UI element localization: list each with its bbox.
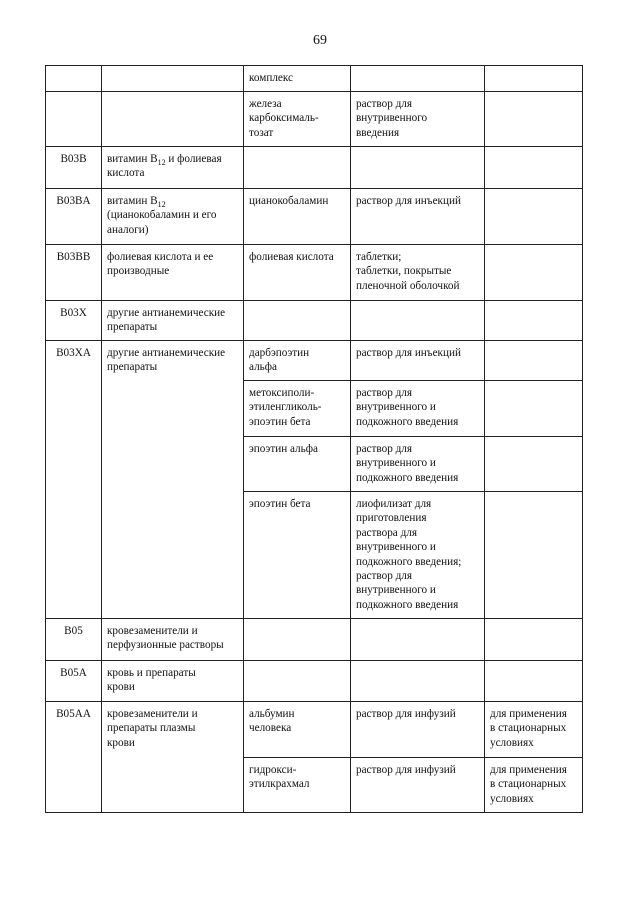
- table-row: [46, 189, 583, 245]
- form-cell: раствор для инъекций: [351, 341, 485, 381]
- note-cell: [485, 381, 583, 437]
- inn-cell: цианокобаламин: [244, 189, 351, 245]
- form-cell: раствор для внутривенного и подкожного введения: [351, 381, 485, 437]
- atc-code-cell: B03B: [46, 147, 102, 189]
- group-cell: [102, 92, 244, 147]
- note-cell: [485, 147, 583, 189]
- note-cell: [485, 245, 583, 301]
- group-cell: кровь и препараты крови: [102, 661, 244, 702]
- atc-code-cell: B05A: [46, 661, 102, 702]
- table-row: [46, 619, 583, 661]
- form-cell: [351, 619, 485, 661]
- atc-code-cell: B05AA: [46, 702, 102, 813]
- group-cell: другие антианемические препараты: [102, 301, 244, 341]
- form-cell: таблетки; таблетки, покрытые пленочной оболочкой: [351, 245, 485, 301]
- form-cell: лиофилизат для приготовления раствора для внутривенного и подкожного введения; раствор для внутривенного и подкожного введения: [351, 492, 485, 619]
- form-cell: [351, 661, 485, 702]
- page-number: 69: [313, 33, 327, 48]
- table-row: [46, 301, 583, 341]
- inn-cell: железа карбоксималь- тозат: [244, 92, 351, 147]
- inn-cell: альбумин человека: [244, 702, 351, 758]
- group-cell: другие антианемические препараты: [102, 341, 244, 619]
- group-cell: [102, 66, 244, 92]
- note-cell: [485, 341, 583, 381]
- table-row: [46, 245, 583, 301]
- group-cell: кровезаменители и перфузионные растворы: [102, 619, 244, 661]
- note-cell: для применения в стационарных условиях: [485, 702, 583, 758]
- atc-code-cell: B03BB: [46, 245, 102, 301]
- inn-cell: [244, 661, 351, 702]
- group-cell: фолиевая кислота и ее производные: [102, 245, 244, 301]
- form-cell: [351, 301, 485, 341]
- group-cell: витамин $B_{12}$ (цианокобаламин и его аналоги): [102, 189, 244, 245]
- note-cell: [485, 661, 583, 702]
- inn-cell: [244, 147, 351, 189]
- inn-cell: комплекс: [244, 66, 351, 92]
- group-cell: витамин $B_{12}$ и фолиевая кислота: [102, 147, 244, 189]
- table-row: [46, 66, 583, 92]
- note-cell: [485, 437, 583, 492]
- note-cell: [485, 189, 583, 245]
- inn-cell: метоксиполи- этиленгликоль- эпоэтин бета: [244, 381, 351, 437]
- form-cell: [351, 147, 485, 189]
- atc-code-cell: B03BA: [46, 189, 102, 245]
- drug-list-table: [45, 65, 583, 813]
- form-cell: [351, 66, 485, 92]
- note-cell: [485, 92, 583, 147]
- inn-cell: эпоэтин альфа: [244, 437, 351, 492]
- inn-cell: гидрокси- этилкрахмал: [244, 758, 351, 813]
- form-cell: раствор для инфузий: [351, 758, 485, 813]
- inn-cell: эпоэтин бета: [244, 492, 351, 619]
- table-row: [46, 147, 583, 189]
- form-cell: раствор для инъекций: [351, 189, 485, 245]
- note-cell: [485, 301, 583, 341]
- form-cell: раствор для внутривенного введения: [351, 92, 485, 147]
- note-cell: [485, 492, 583, 619]
- inn-cell: [244, 619, 351, 661]
- table-row: [46, 702, 583, 758]
- table-row: [46, 92, 583, 147]
- inn-cell: [244, 301, 351, 341]
- note-cell: для применения в стационарных условиях: [485, 758, 583, 813]
- atc-code-cell: [46, 92, 102, 147]
- group-cell: кровезаменители и препараты плазмы крови: [102, 702, 244, 813]
- inn-cell: дарбэпоэтин альфа: [244, 341, 351, 381]
- atc-code-cell: B05: [46, 619, 102, 661]
- form-cell: раствор для внутривенного и подкожного введения: [351, 437, 485, 492]
- atc-code-cell: [46, 66, 102, 92]
- atc-code-cell: B03XA: [46, 341, 102, 619]
- table-row: [46, 661, 583, 702]
- table-row: [46, 341, 583, 381]
- form-cell: раствор для инфузий: [351, 702, 485, 758]
- note-cell: [485, 66, 583, 92]
- atc-code-cell: B03X: [46, 301, 102, 341]
- inn-cell: фолиевая кислота: [244, 245, 351, 301]
- note-cell: [485, 619, 583, 661]
